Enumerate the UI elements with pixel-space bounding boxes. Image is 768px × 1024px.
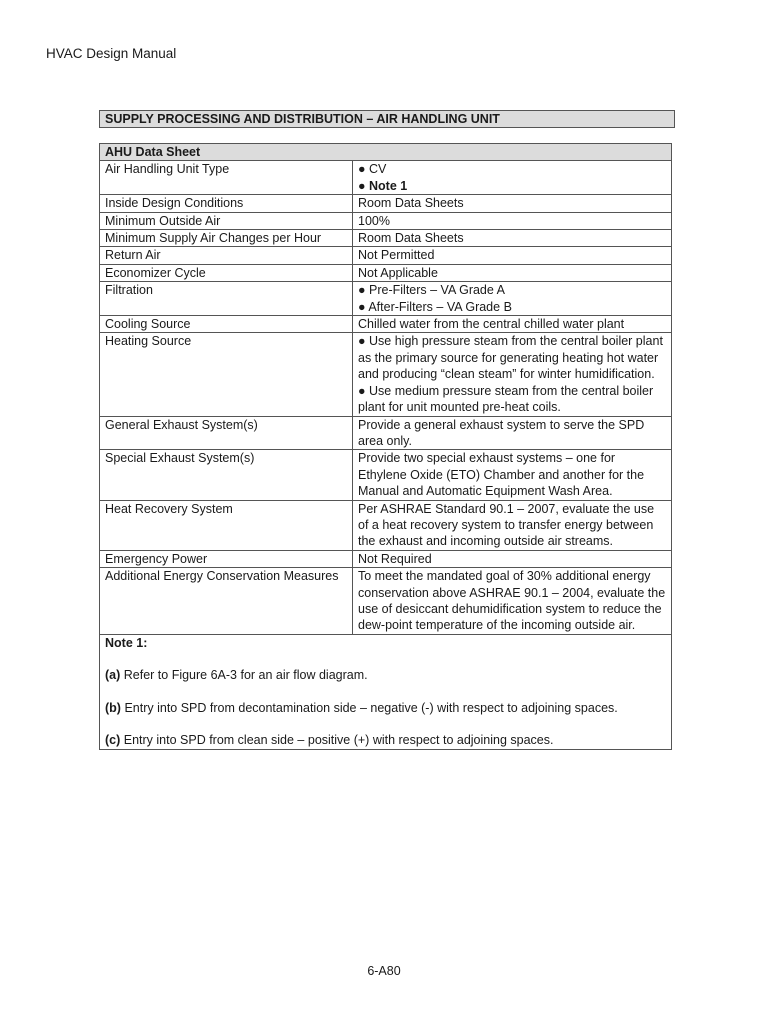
row-label: Air Handling Unit Type	[100, 161, 353, 195]
table-heading-row	[100, 144, 672, 161]
value-line: ● Note 1	[358, 178, 408, 193]
table-row	[100, 230, 672, 247]
table-row	[100, 282, 672, 316]
page-number: 6-A80	[367, 964, 401, 978]
notes-title: Note 1:	[105, 635, 148, 650]
note-a-tag: (a)	[105, 668, 121, 683]
value-line: ● Use high pressure steam from the central boiler plant as the primary source for generating heating hot water and producing “clean steam” for winter humidification.	[358, 334, 663, 382]
table-row	[100, 550, 672, 567]
row-value: Provide two special exhaust systems – one for Ethylene Oxide (ETO) Chamber and another for the Manual and Automatic Equipment Wash Area.	[353, 450, 672, 500]
table-heading: AHU Data Sheet	[100, 144, 672, 161]
row-label: Minimum Outside Air	[100, 212, 353, 229]
row-label: Filtration	[100, 282, 353, 316]
note-c-tag: (c)	[105, 733, 121, 747]
row-value: Not Permitted	[353, 247, 672, 264]
row-label: Inside Design Conditions	[100, 195, 353, 212]
row-value: To meet the mandated goal of 30% additional energy conservation above ASHRAE 90.1 – 2004, evaluate the use of desiccant dehumidification system to reduce the dew-point temperature of the incoming outside air.	[353, 568, 672, 635]
row-value: 100%	[353, 212, 672, 229]
note-a-text: Refer to Figure 6A-3 for an air flow diagram.	[120, 668, 368, 683]
row-label: Economizer Cycle	[100, 264, 353, 281]
row-value: Chilled water from the central chilled water plant	[353, 316, 672, 333]
row-value: Not Applicable	[353, 264, 672, 281]
notes-row	[100, 634, 672, 750]
row-label: Heating Source	[100, 333, 353, 416]
row-label: Heat Recovery System	[100, 500, 353, 550]
table-row	[100, 450, 672, 500]
table-row	[100, 568, 672, 635]
value-line: ● CV	[358, 162, 387, 177]
note-b	[105, 700, 666, 716]
section-title: SUPPLY PROCESSING AND DISTRIBUTION – AIR HANDLING UNIT	[99, 110, 675, 128]
row-value	[353, 282, 672, 316]
row-label: Special Exhaust System(s)	[100, 450, 353, 500]
value-line: ● Use medium pressure steam from the central boiler plant for unit mounted pre-heat coils.	[358, 383, 654, 415]
table-row	[100, 316, 672, 333]
ahu-data-sheet-table	[99, 143, 672, 750]
row-value	[353, 161, 672, 195]
value-line: ● Pre-Filters – VA Grade A	[358, 283, 505, 298]
row-label: Emergency Power	[100, 550, 353, 567]
row-label: General Exhaust System(s)	[100, 416, 353, 450]
note-a	[105, 667, 666, 683]
note-c	[105, 732, 666, 748]
row-value: Room Data Sheets	[353, 230, 672, 247]
table-row	[100, 416, 672, 450]
row-value: Not Required	[353, 550, 672, 567]
note-b-text: Entry into SPD from decontamination side – negative (-) with respect to adjoining spaces.	[120, 700, 618, 715]
document-header: HVAC Design Manual	[46, 46, 177, 61]
row-label: Minimum Supply Air Changes per Hour	[100, 230, 353, 247]
note-b-tag: (b)	[105, 700, 121, 715]
row-value: Per ASHRAE Standard 90.1 – 2007, evaluate the use of a heat recovery system to transfer energy between the exhaust and incoming outside air streams.	[353, 500, 672, 550]
row-label: Additional Energy Conservation Measures	[100, 568, 353, 635]
table-row	[100, 195, 672, 212]
row-label: Return Air	[100, 247, 353, 264]
table-row	[100, 212, 672, 229]
table-row	[100, 500, 672, 550]
table-row	[100, 333, 672, 416]
row-value	[353, 333, 672, 416]
note-c-text: Entry into SPD from clean side – positive (+) with respect to adjoining spaces.	[120, 733, 554, 747]
row-value: Provide a general exhaust system to serve the SPD area only.	[353, 416, 672, 450]
table-row	[100, 247, 672, 264]
table-row	[100, 161, 672, 195]
row-value: Room Data Sheets	[353, 195, 672, 212]
value-line: ● After-Filters – VA Grade B	[358, 299, 512, 314]
notes-cell	[100, 634, 672, 750]
table-row	[100, 264, 672, 281]
row-label: Cooling Source	[100, 316, 353, 333]
